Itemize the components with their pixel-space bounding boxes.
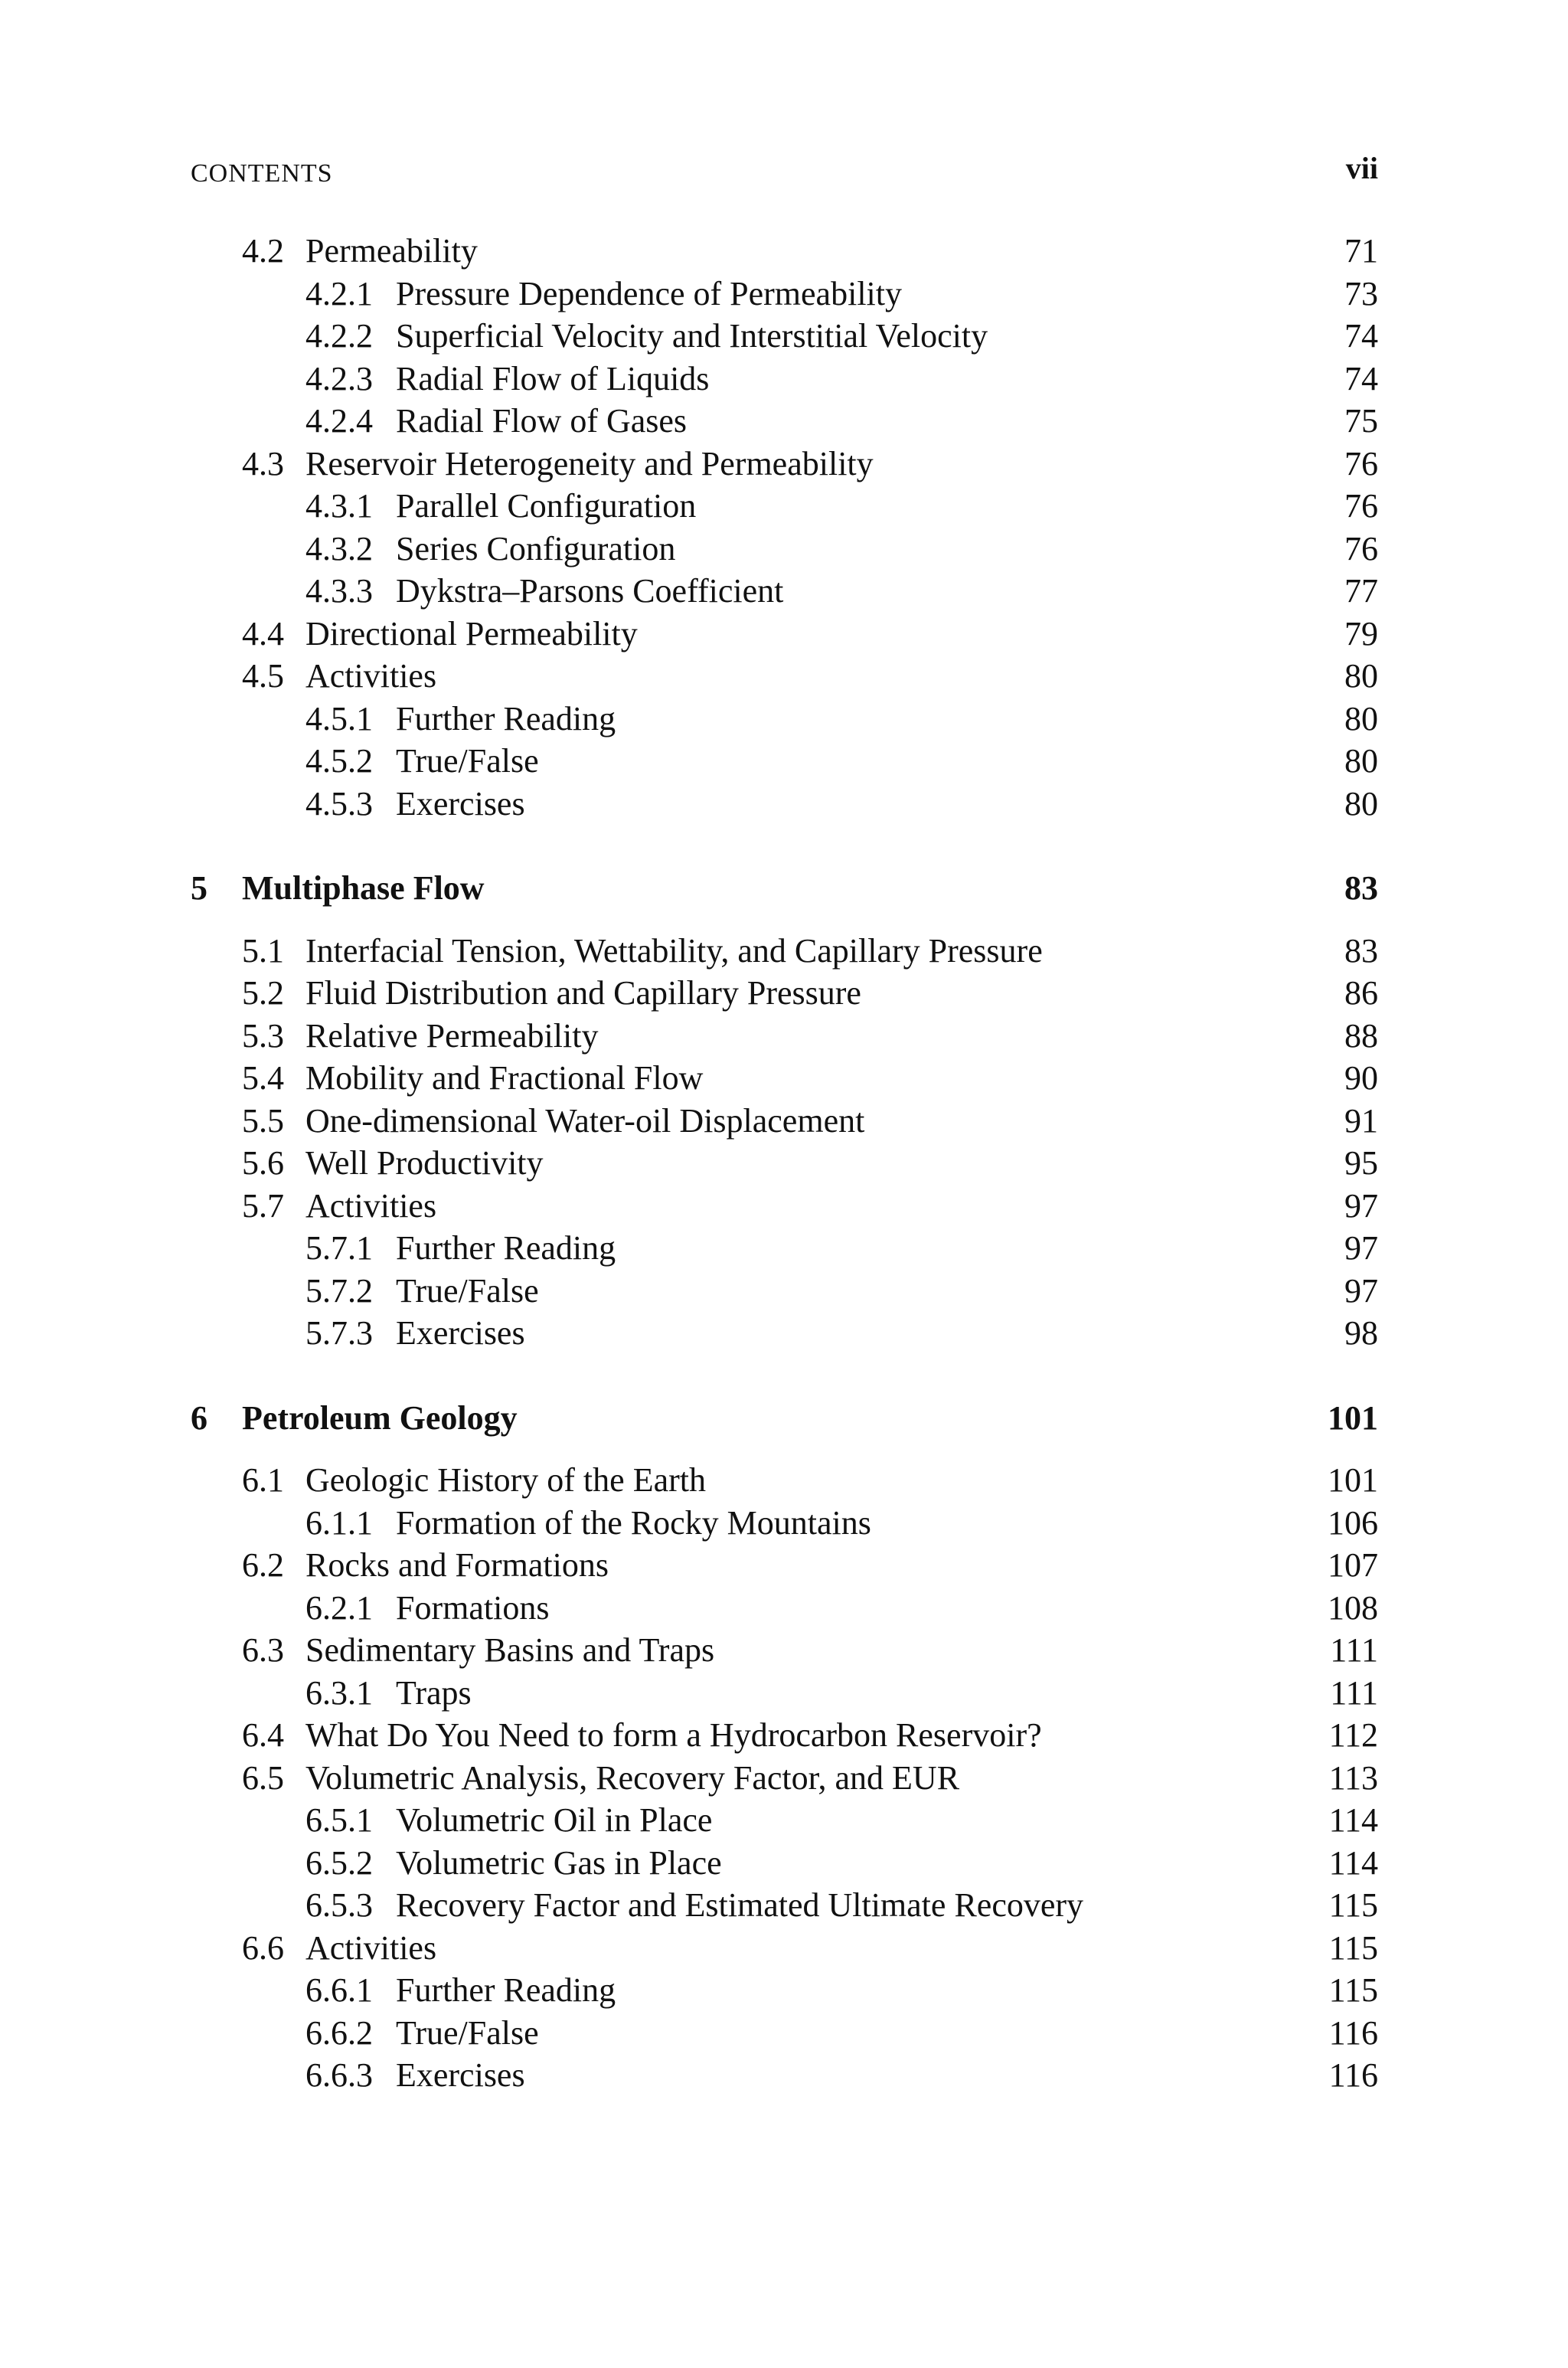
- toc-section-entry[interactable]: [191, 613, 1378, 656]
- entry-page-number: 80: [1344, 742, 1378, 780]
- entry-title: Permeability: [305, 232, 478, 270]
- entry-number: 5.7.1: [305, 1229, 373, 1267]
- entry-title: Further Reading: [396, 1229, 616, 1267]
- toc-subsection-entry[interactable]: [191, 783, 1378, 826]
- entry-page-number: 107: [1328, 1546, 1378, 1584]
- entry-title: Volumetric Oil in Place: [396, 1801, 713, 1839]
- entry-number: 6.3: [242, 1631, 284, 1669]
- entry-page-number: 111: [1330, 1673, 1378, 1712]
- toc-section-entry[interactable]: [191, 1629, 1378, 1672]
- chapter-spacer: [191, 1355, 1378, 1397]
- toc-subsection-entry[interactable]: [191, 528, 1378, 571]
- entry-number: 5.1: [242, 931, 284, 970]
- entry-number: 6.6.2: [305, 2013, 373, 2052]
- entry-page-number: 71: [1344, 232, 1378, 270]
- toc-subsection-entry[interactable]: [191, 1312, 1378, 1355]
- entry-number: 5.7.3: [305, 1314, 373, 1352]
- entry-title: Relative Permeability: [305, 1016, 599, 1055]
- entry-page-number: 76: [1344, 487, 1378, 525]
- entry-number: 4.3.3: [305, 572, 373, 610]
- entry-page-number: 115: [1328, 1886, 1378, 1924]
- entry-number: 6.6: [242, 1928, 284, 1967]
- entry-title: What Do You Need to form a Hydrocarbon Reservoir?: [305, 1716, 1042, 1754]
- entry-title: Directional Permeability: [305, 614, 638, 653]
- toc-subsection-entry[interactable]: [191, 1227, 1378, 1270]
- entry-title: Mobility and Fractional Flow: [305, 1059, 704, 1097]
- entry-number: 4.3.2: [305, 529, 373, 567]
- entry-number: 5.7: [242, 1186, 284, 1225]
- entry-page-number: 91: [1344, 1101, 1378, 1140]
- toc-subsection-entry[interactable]: [191, 273, 1378, 316]
- entry-number: 5.3: [242, 1016, 284, 1055]
- chapter-title: Multiphase Flow: [242, 869, 485, 907]
- entry-page-number: 114: [1328, 1801, 1378, 1839]
- entry-number: 4.2.4: [305, 402, 373, 440]
- toc-subsection-entry[interactable]: [191, 570, 1378, 613]
- chapter-spacer: [191, 825, 1378, 867]
- toc-subsection-entry[interactable]: [191, 1842, 1378, 1885]
- entry-number: 6.5.1: [305, 1801, 373, 1839]
- entry-number: 6.2: [242, 1546, 284, 1584]
- entry-title: Formation of the Rocky Mountains: [396, 1503, 871, 1542]
- entry-number: 4.5.3: [305, 784, 373, 823]
- entry-page-number: 75: [1344, 402, 1378, 440]
- entry-title: Well Productivity: [305, 1144, 544, 1182]
- toc-section-entry[interactable]: [191, 1142, 1378, 1185]
- toc-section-entry[interactable]: [191, 1185, 1378, 1228]
- entry-title: Radial Flow of Gases: [396, 402, 688, 440]
- entry-title: Further Reading: [396, 699, 616, 738]
- entry-number: 5.2: [242, 974, 284, 1012]
- entry-page-number: 95: [1344, 1144, 1378, 1182]
- toc-section-entry[interactable]: [191, 1057, 1378, 1100]
- entry-number: 6.5.2: [305, 1843, 373, 1882]
- entry-number: 4.3: [242, 444, 284, 482]
- entry-number: 4.2: [242, 232, 284, 270]
- entry-number: 5.6: [242, 1144, 284, 1182]
- entry-title: Activities: [305, 1186, 437, 1225]
- toc-subsection-entry[interactable]: [191, 358, 1378, 401]
- entry-page-number: 74: [1344, 359, 1378, 397]
- entry-page-number: 97: [1344, 1186, 1378, 1225]
- entry-page-number: 114: [1328, 1843, 1378, 1882]
- entry-title: Fluid Distribution and Capillary Pressure: [305, 974, 861, 1012]
- toc-subsection-entry[interactable]: [191, 1502, 1378, 1545]
- chapter-title: Petroleum Geology: [242, 1398, 518, 1437]
- toc-subsection-entry[interactable]: [191, 485, 1378, 528]
- entry-title: Series Configuration: [396, 529, 676, 567]
- running-head: [191, 150, 1378, 196]
- entry-title: Further Reading: [396, 1971, 616, 2009]
- entry-number: 4.2.2: [305, 317, 373, 355]
- entry-title: True/False: [396, 742, 539, 780]
- entry-number: 4.4: [242, 614, 284, 653]
- entry-number: 6.1.1: [305, 1503, 373, 1542]
- chapter-spacer: [191, 1439, 1378, 1459]
- entry-page-number: 80: [1344, 699, 1378, 738]
- entry-page-number: 108: [1328, 1588, 1378, 1627]
- toc-chapter-heading[interactable]: [191, 867, 1378, 910]
- chapter-page-number: 101: [1328, 1398, 1378, 1437]
- entry-number: 5.5: [242, 1101, 284, 1140]
- entry-page-number: 98: [1344, 1314, 1378, 1352]
- entry-page-number: 116: [1328, 2013, 1378, 2052]
- entry-page-number: 83: [1344, 931, 1378, 970]
- entry-page-number: 111: [1330, 1631, 1378, 1669]
- entry-number: 6.3.1: [305, 1673, 373, 1712]
- entry-page-number: 115: [1328, 1928, 1378, 1967]
- entry-title: Activities: [305, 657, 437, 695]
- toc-section-entry[interactable]: [191, 1100, 1378, 1143]
- entry-number: 4.5.2: [305, 742, 373, 780]
- entry-page-number: 115: [1328, 1971, 1378, 2009]
- entry-title: Superficial Velocity and Interstitial Velocity: [396, 317, 988, 355]
- entry-number: 6.5: [242, 1758, 284, 1797]
- entry-title: Reservoir Heterogeneity and Permeability: [305, 444, 874, 482]
- entry-page-number: 80: [1344, 657, 1378, 695]
- entry-page-number: 116: [1328, 2056, 1378, 2094]
- toc-subsection-entry[interactable]: [191, 740, 1378, 783]
- entry-page-number: 74: [1344, 317, 1378, 355]
- entry-title: Interfacial Tension, Wettability, and Capillary Pressure: [305, 931, 1043, 970]
- toc-section-entry[interactable]: [191, 930, 1378, 973]
- entry-number: 4.3.1: [305, 487, 373, 525]
- toc-subsection-entry[interactable]: [191, 1884, 1378, 1927]
- toc-subsection-entry[interactable]: [191, 1799, 1378, 1842]
- toc-section-entry[interactable]: [191, 230, 1378, 273]
- toc-subsection-entry[interactable]: [191, 698, 1378, 741]
- toc-section-entry[interactable]: [191, 443, 1378, 486]
- entry-number: 4.2.1: [305, 274, 373, 312]
- toc-section-entry[interactable]: [191, 972, 1378, 1015]
- entry-title: Parallel Configuration: [396, 487, 697, 525]
- toc-subsection-entry[interactable]: [191, 1587, 1378, 1630]
- entry-title: Rocks and Formations: [305, 1546, 609, 1584]
- entry-number: 6.4: [242, 1716, 284, 1754]
- entry-title: Activities: [305, 1928, 437, 1967]
- entry-page-number: 97: [1344, 1229, 1378, 1267]
- toc-subsection-entry[interactable]: [191, 1270, 1378, 1313]
- entry-title: Dykstra–Parsons Coefficient: [396, 572, 784, 610]
- entry-title: True/False: [396, 2013, 539, 2052]
- entry-number: 4.5: [242, 657, 284, 695]
- toc-section-entry[interactable]: [191, 1544, 1378, 1587]
- toc-subsection-entry[interactable]: [191, 2012, 1378, 2055]
- table-of-contents: [191, 230, 1378, 2097]
- toc-section-entry[interactable]: [191, 1459, 1378, 1502]
- entry-title: Pressure Dependence of Permeability: [396, 274, 902, 312]
- entry-title: Volumetric Gas in Place: [396, 1843, 722, 1882]
- entry-title: Exercises: [396, 1314, 525, 1352]
- entry-title: Traps: [396, 1673, 472, 1712]
- entry-number: 4.5.1: [305, 699, 373, 738]
- entry-title: Exercises: [396, 2056, 525, 2094]
- entry-page-number: 88: [1344, 1016, 1378, 1055]
- entry-page-number: 80: [1344, 784, 1378, 823]
- entry-number: 6.1: [242, 1461, 284, 1499]
- toc-section-entry[interactable]: [191, 1015, 1378, 1058]
- entry-title: Recovery Factor and Estimated Ultimate Recovery: [396, 1886, 1084, 1924]
- entry-title: True/False: [396, 1271, 539, 1310]
- chapter-number: 5: [191, 869, 207, 907]
- entry-title: Geologic History of the Earth: [305, 1461, 706, 1499]
- entry-title: Radial Flow of Liquids: [396, 359, 710, 397]
- running-head-title: CONTENTS: [191, 159, 333, 188]
- toc-section-entry[interactable]: [191, 1927, 1378, 1970]
- entry-number: 6.5.3: [305, 1886, 373, 1924]
- entry-page-number: 112: [1328, 1716, 1378, 1754]
- toc-subsection-entry[interactable]: [191, 1672, 1378, 1715]
- entry-page-number: 76: [1344, 444, 1378, 482]
- entry-number: 6.6.1: [305, 1971, 373, 2009]
- entry-page-number: 77: [1344, 572, 1378, 610]
- toc-subsection-entry[interactable]: [191, 315, 1378, 358]
- entry-page-number: 113: [1328, 1758, 1378, 1797]
- toc-subsection-entry[interactable]: [191, 2054, 1378, 2097]
- toc-chapter-heading[interactable]: [191, 1397, 1378, 1440]
- toc-section-entry[interactable]: [191, 1714, 1378, 1757]
- entry-title: Sedimentary Basins and Traps: [305, 1631, 715, 1669]
- entry-page-number: 90: [1344, 1059, 1378, 1097]
- entry-title: One-dimensional Water-oil Displacement: [305, 1101, 865, 1140]
- entry-number: 5.7.2: [305, 1271, 373, 1310]
- entry-page-number: 79: [1344, 614, 1378, 653]
- entry-title: Formations: [396, 1588, 550, 1627]
- entry-title: Volumetric Analysis, Recovery Factor, and EUR: [305, 1758, 960, 1797]
- entry-page-number: 86: [1344, 974, 1378, 1012]
- entry-page-number: 106: [1328, 1503, 1378, 1542]
- entry-page-number: 73: [1344, 274, 1378, 312]
- entry-page-number: 76: [1344, 529, 1378, 567]
- entry-number: 6.2.1: [305, 1588, 373, 1627]
- entry-page-number: 97: [1344, 1271, 1378, 1310]
- chapter-number: 6: [191, 1398, 207, 1437]
- chapter-spacer: [191, 910, 1378, 930]
- toc-subsection-entry[interactable]: [191, 400, 1378, 443]
- toc-section-entry[interactable]: [191, 655, 1378, 698]
- chapter-page-number: 83: [1344, 869, 1378, 907]
- toc-subsection-entry[interactable]: [191, 1969, 1378, 2012]
- entry-title: Exercises: [396, 784, 525, 823]
- entry-page-number: 101: [1328, 1461, 1378, 1499]
- running-head-page-number: vii: [1345, 151, 1378, 185]
- entry-number: 6.6.3: [305, 2056, 373, 2094]
- entry-number: 5.4: [242, 1059, 284, 1097]
- entry-number: 4.2.3: [305, 359, 373, 397]
- toc-section-entry[interactable]: [191, 1757, 1378, 1800]
